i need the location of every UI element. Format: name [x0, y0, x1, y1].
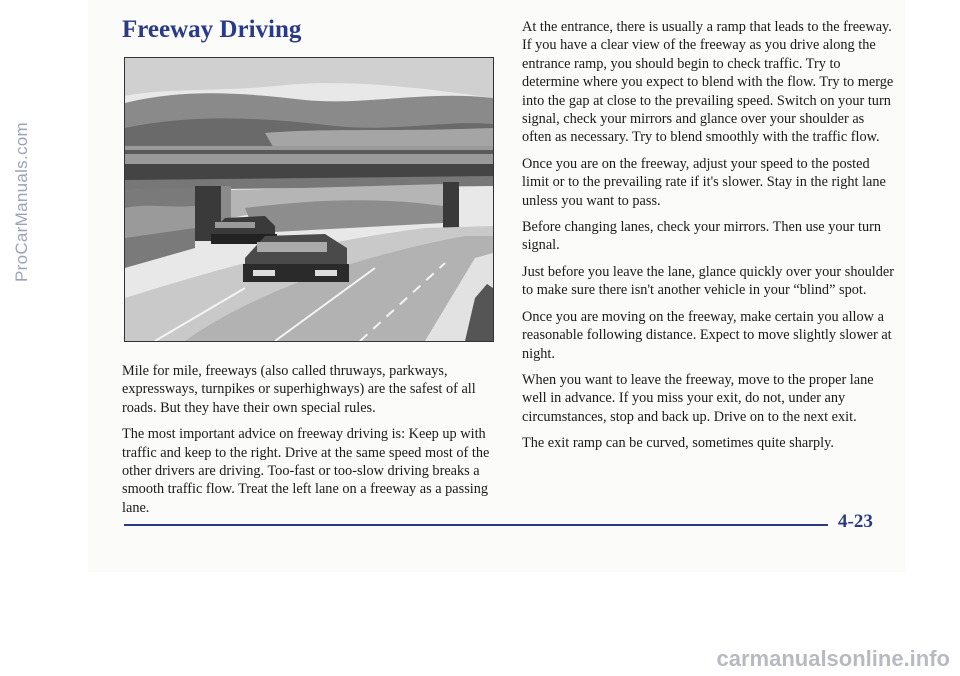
paragraph: The most important advice on freeway driving is: Keep up with traffic and keep to the right. Drive at the same speed most of the other drivers are driving. Too-fast or too-slow driving breaks a smooth traffic flow. Treat the left lane on a freeway as a passing lane.: [122, 426, 490, 516]
paragraph: Just before you leave the lane, glance quickly over your shoulder to make sure there isn't another vehicle in your “blind” spot.: [522, 263, 894, 299]
page-number: 4-23: [838, 511, 873, 532]
paragraph: Once you are on the freeway, adjust your speed to the posted limit or to the prevailing rate if it's slower. Stay in the right lane unless you want to pass.: [522, 155, 886, 209]
footer-rule: [124, 524, 828, 526]
paragraph: The exit ramp can be curved, sometimes quite sharply.: [522, 435, 834, 452]
page-title: Freeway Driving: [122, 16, 302, 43]
paragraph: When you want to leave the freeway, move to the proper lane well in advance. If you miss your exit, do not, under any circumstances, stop and back up. Drive on to the next exit.: [522, 371, 874, 425]
side-watermark: ProCarManuals.com: [12, 121, 31, 283]
right-column: [522, 18, 894, 461]
bottom-watermark: carmanualsonline.info: [716, 646, 950, 671]
paragraph: Mile for mile, freeways (also called thruways, parkways, expressways, turnpikes or superhighways) are the safest of all roads. But they have their own special rules.: [122, 363, 476, 416]
paragraph: Before changing lanes, check your mirrors. Then use your turn signal.: [522, 219, 882, 254]
paragraph: Once you are moving on the freeway, make certain you allow a reasonable following distance. Expect to move slightly slower at night.: [522, 308, 892, 362]
left-column: [122, 362, 494, 525]
freeway-illustration: [124, 57, 494, 342]
paragraph: At the entrance, there is usually a ramp that leads to the freeway. If you have a clear view of the freeway as you drive along the entrance ramp, you should begin to check traffic. Try to determine where you expect to blend with the flow. Try to merge into the gap at close to the prevailing speed. Switch on your turn signal, check your mirrors and glance over your shoulder as often as necessary. Try to blend smoothly with the traffic flow.: [522, 19, 894, 146]
